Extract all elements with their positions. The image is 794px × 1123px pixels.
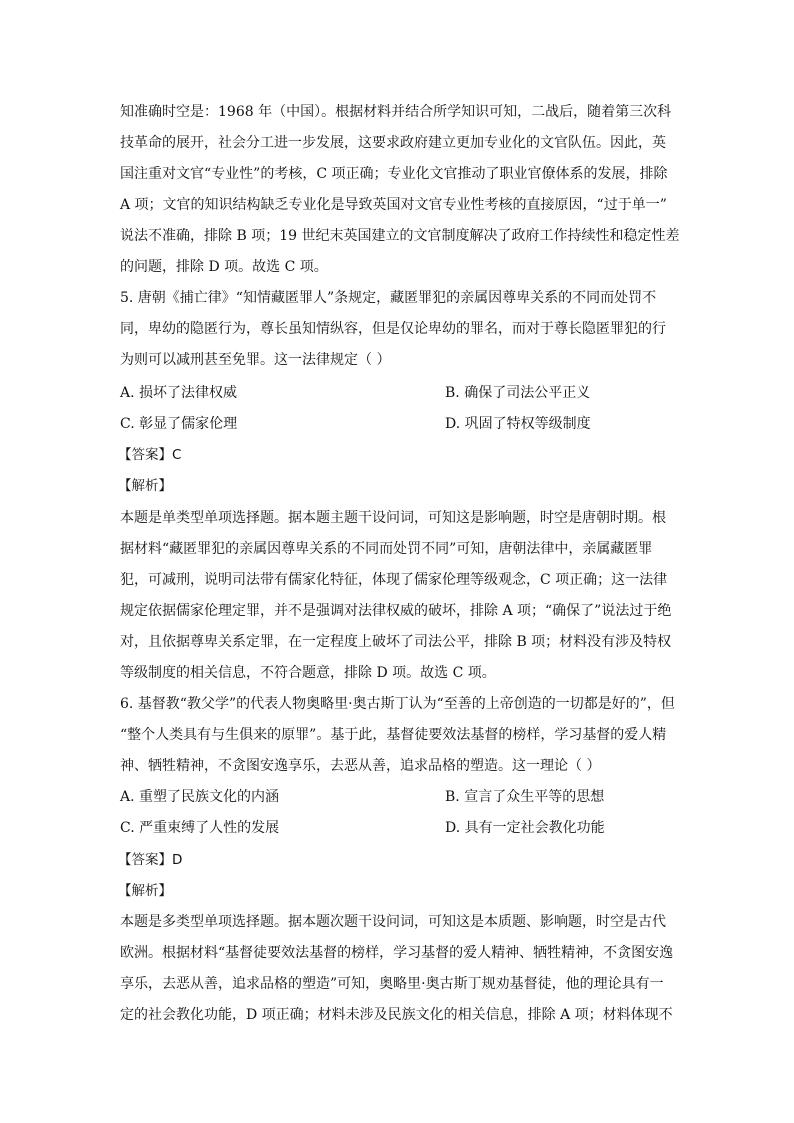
analysis-line: 的问题，排除 D 项。故选 C 项。 xyxy=(120,259,328,275)
question-6-stem: “整个人类具有与生俱来的原罪”。基于此，基督徒要效法基督的榜样，学习基督的爱人精 xyxy=(120,727,667,743)
analysis-line: A 项；文官的知识结构缺乏专业化是导致英国对文官专业性考核的直接原因，“过于单一” xyxy=(120,197,667,213)
question-6-analysis-line: 本题是多类型单项选择题。据本题次题干设问词，可知这是本质题、影响题，时空是古代 xyxy=(120,914,666,930)
question-5-stem: 同，卑幼的隐匿行为，尊长虽知情纵容，但是仅论卑幼的罪名，而对于尊长隐匿罪犯的行 xyxy=(120,321,666,337)
analysis-line: 国注重对文官“专业性”的考核，C 项正确；专业化文官推动了职业官僚体系的发展，排除 xyxy=(120,166,668,182)
question-6-option-d: D. 具有一定社会教化功能 xyxy=(445,820,605,836)
question-5-option-c: C. 彰显了儒家伦理 xyxy=(120,416,238,432)
question-6-analysis-label: 【解析】 xyxy=(118,883,172,899)
question-6-option-c: C. 严重束缚了人性的发展 xyxy=(120,820,280,836)
question-6-option-b: B. 宣言了众生平等的思想 xyxy=(445,789,605,805)
question-5-analysis-label: 【解析】 xyxy=(118,478,172,494)
question-6-option-a: A. 重塑了民族文化的内涵 xyxy=(120,789,280,805)
question-6-analysis-line: 定的社会教化功能，D 项正确；材料未涉及民族文化的相关信息，排除 A 项；材料体现不 xyxy=(120,1007,673,1023)
question-5-analysis-line: 对，且依据尊卑关系定罪，在一定程度上破坏了司法公平，排除 B 项；材料没有涉及特权 xyxy=(120,634,672,650)
question-5-analysis-line: 等级制度的相关信息，不符合题意，排除 D 项。故选 C 项。 xyxy=(120,665,496,681)
analysis-line: 知准确时空是：1968 年（中国）。根据材料并结合所学知识可知，二战后，随着第三次科 xyxy=(120,104,672,120)
question-5-analysis-line: 据材料“藏匿罪犯的亲属因尊卑关系的不同而处罚不同”可知，唐朝法律中，亲属藏匿罪 xyxy=(120,541,653,557)
question-6-analysis-line: 享乐，去恶从善，追求品格的塑造”可知，奥略里·奥古斯丁规劝基督徒，他的理论具有一 xyxy=(120,976,664,992)
question-5-option-a: A. 损坏了法律权威 xyxy=(120,385,238,401)
question-5-stem: 5. 唐朝《捕亡律》“知情藏匿罪人”条规定，藏匿罪犯的亲属因尊卑关系的不同而处罚不 xyxy=(120,290,657,306)
question-5-option-d: D. 巩固了特权等级制度 xyxy=(445,416,591,432)
question-6-answer: 【答案】D xyxy=(118,852,183,868)
question-6-analysis-line: 欧洲。根据材料“基督徒要效法基督的榜样，学习基督的爱人精神、牺牲精神，不贪图安逸 xyxy=(120,945,674,961)
question-6-stem: 6. 基督教“教父学”的代表人物奥略里·奥古斯丁认为“至善的上帝创造的一切都是好的”，但 xyxy=(120,696,675,712)
analysis-line: 说法不准确，排除 B 项；19 世纪末英国建立的文官制度解决了政府工作持续性和稳定性差 xyxy=(120,228,680,244)
analysis-line: 技革命的展开，社会分工进一步发展，这要求政府建立更加专业化的文官队伍。因此，英 xyxy=(120,135,666,151)
question-6-stem: 神、牺牲精神，不贪图安逸享乐，去恶从善，追求品格的塑造。这一理论（ ） xyxy=(120,758,601,774)
question-5-option-b: B. 确保了司法公平正义 xyxy=(445,385,591,401)
question-5-stem: 为则可以减刑甚至免罪。这一法律规定（ ） xyxy=(120,352,391,368)
question-5-analysis-line: 犯，可减刑，说明司法带有儒家化特征，体现了儒家伦理等级观念，C 项正确；这一法律 xyxy=(120,572,668,588)
question-5-answer: 【答案】C xyxy=(118,447,182,463)
question-5-analysis-line: 规定依据儒家伦理定罪，并不是强调对法律权威的破坏，排除 A 项；“确保了”说法过于绝 xyxy=(120,603,672,619)
question-5-analysis-line: 本题是单类型单项选择题。据本题主题干设问词，可知这是影响题，时空是唐朝时期。根 xyxy=(120,510,666,526)
